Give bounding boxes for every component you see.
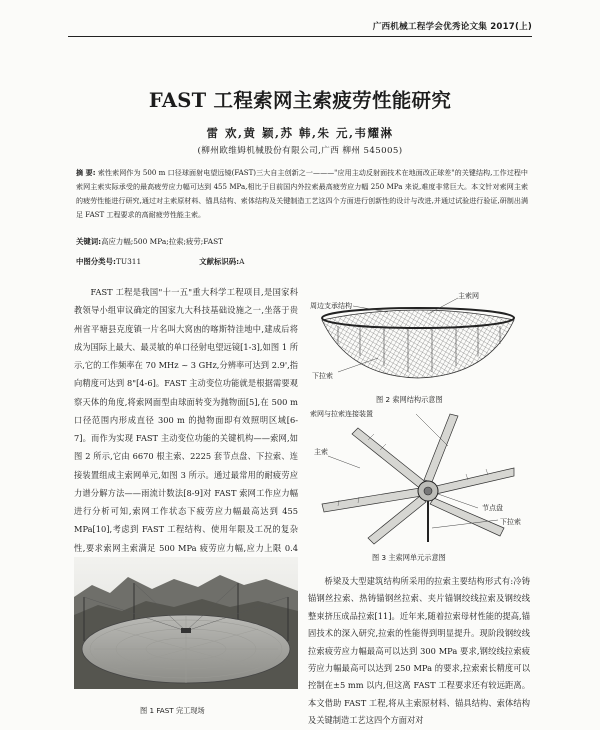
figure-3-caption: 图 3 主索网单元示意图: [372, 553, 446, 562]
doc-value: A: [239, 257, 245, 266]
fig3-label-main: 主索: [314, 448, 328, 456]
classification-line: [76, 256, 244, 267]
figure-3-diagram: [308, 408, 530, 548]
header-rule: [68, 36, 532, 37]
keywords: [76, 236, 223, 247]
figure-2-diagram: [308, 286, 530, 382]
figure-2-caption: 图 2 索网结构示意图: [376, 395, 443, 404]
fig2-label-main: 主索网: [458, 292, 479, 300]
fig2-label-down: 下拉索: [312, 372, 333, 380]
running-head: 广西机械工程学会优秀论文集 2017(上): [372, 22, 532, 32]
paper-title: FAST 工程索网主索疲劳性能研究: [148, 89, 452, 112]
doc-label: 文献标识码:: [199, 257, 240, 266]
abstract: [76, 166, 528, 222]
keywords-text: 高应力幅;500 MPa;拉索;疲劳;FAST: [101, 237, 224, 246]
keywords-label: 关键词:: [76, 237, 102, 246]
body-text-right: 桥梁及大型建筑结构所采用的拉索主要结构形式有:冷铸锚钢丝拉索、热铸锚钢丝拉索、夹片锚钢绞线拉索及钢绞线整束挤压成品拉索[11]。近年来,随着拉索母材性能的提高,锚固技术的深入研究,拉索的性能得到明显提升。现阶段钢绞线拉索疲劳应力幅最高可以达到 300 MPa 要求,钢绞线拉索疲劳应力幅最高可以达到 250 MPa 的要求,拉索索长精度可以控制在±5 mm 以内,但这离 FAST 工程要求还有较远距离。本文借助 FAST 工程,将从主索原材料、锚具结构、索体结构及关键制造工艺这四个方面对对: [308, 576, 530, 726]
body-text-left: FAST 工程是我国"十一五"重大科学工程项目,是国家科教领导小组审议确定的国家九大科技基础设施之一,坐落于贵州省平塘县克度镇一片名叫大窝凼的喀斯特洼地中,建成后将成为国际上最大、最灵敏的单口径射电望远镜[1-3],如图 1 所示,它的工作频率在 70 MHz ~ 3 GHz,分辨率可达到 2.9',指向精度可达到 8"[4-6]。FAST 主动变位功能就是根据需要观察天体的角度,将索网面型由球面转变为抛物面[5],在 500 m 口径范围内形成直径 300 m 的抛物面即有效照明区域[6-7]。而作为实现 FAST 主动变位功能的关键机构——索网,如图 2 所示,它由 6670 根主索、2225 套节点盘、下拉索、连接装置组成主索网单元,如图 3 所示。通过最常用的耐疲劳应力谱分解方法——雨流计数法[8-9]对 FAST 索网工作应力幅进行分析可知,索网工作状态下疲劳应力幅最高达到 455 MPa[10],考虑到 FAST 工程结构、使用年限及工况的复杂性,要求索网主索满足 500 MPa 疲劳应力幅,应力上限 0.4: [74, 287, 298, 553]
abstract-label: 摘 要:: [76, 168, 96, 177]
fig3-label-node: 节点盘: [482, 504, 503, 512]
paper-affiliation: (柳州欧维姆机械股份有限公司,广西 柳州 545005): [197, 146, 403, 156]
abstract-text: 索性索网作为 500 m 口径球面射电望远镜(FAST)三大自主创新之一———"应用主动反射面技术在地面改正球差"的关键结构,工作过程中索网主索实际承受的最高疲劳应力幅可达到 455 MPa,相比于目前国内外拉索最高疲劳应力幅 250 MPa 来说,难度非常巨大。本文针对索网主索的疲劳性能进行研究,通过对主索原材料、锚具结构、索体结构及关键制造工艺这四个方面进行创新性的设计与改进,并通过试验进行验证,研制出满足 FAST 工程要求的高耐疲劳性能主索。: [76, 168, 528, 220]
cls-value: TU311: [115, 257, 142, 266]
fig2-label-ring: 周边支承结构: [310, 302, 352, 310]
fig3-label-down: 下拉索: [500, 518, 521, 526]
paper-authors: 雷 欢,黄 颖,苏 韩,朱 元,韦耀淋: [206, 126, 394, 140]
fig3-label-connector: 索网与拉索连接装置: [310, 410, 373, 418]
cls-label: 中图分类号:: [76, 257, 116, 266]
figure-1-photo: [74, 557, 298, 689]
figure-1-caption: 图 1 FAST 完工现场: [140, 706, 205, 715]
